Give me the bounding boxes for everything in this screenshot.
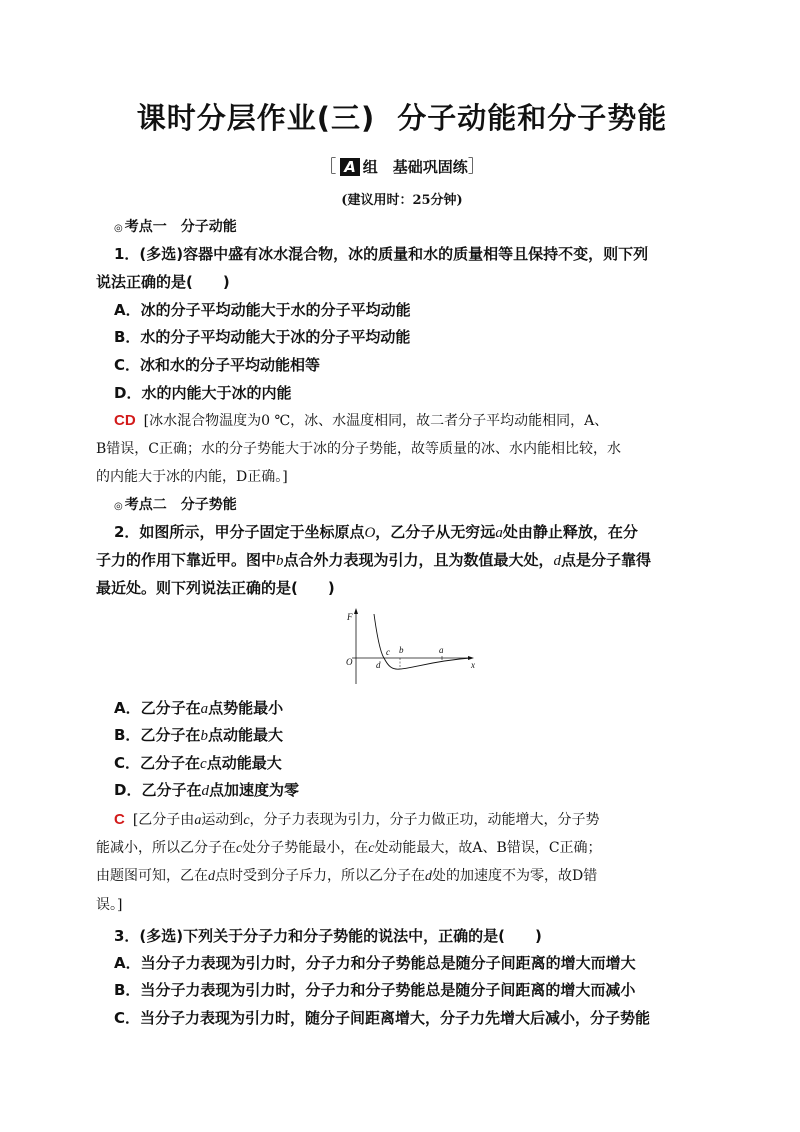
q1-stem-line1: 1．(多选)容器中盛有冰水混合物，冰的质量和水的质量相等且保持不变，则下列 [114,245,649,263]
q2-option-c: C．乙分子在c点动能最大 [114,754,282,772]
q1-option-a: A．冰的分子平均动能大于水的分子平均动能 [114,301,411,319]
y-axis-arrow-icon [354,608,358,614]
point-b-label: b [399,645,404,655]
knowledge-point-1: ◎ 考点一 分子动能 [114,219,237,235]
q2-answer-key: C [114,811,125,828]
q1-explanation-line2: B错误，C正确；水的分子势能大于冰的分子势能，故等质量的冰、水内能相比较，水 [96,441,621,457]
force-curve [374,614,470,669]
q3-stem: 3．(多选)下列关于分子力和分子势能的说法中，正确的是( ) [114,927,542,945]
point-a-label: a [439,645,444,655]
q1-option-d: D．水的内能大于冰的内能 [114,384,292,402]
q2-option-d: D．乙分子在d点加速度为零 [114,781,299,799]
page-title [96,96,708,137]
q2-stem-line3: 最近处。则下列说法正确的是( ) [96,579,335,597]
bullet-icon: ◎ [114,223,123,234]
y-axis-label: F [347,612,353,622]
q2-explanation-line4: 误。] [96,897,123,913]
q2-explanation-line2: 能减小，所以乙分子在c处分子势能最小，在c处动能最大，故A、B错误，C正确； [96,840,602,856]
q2-option-a: A．乙分子在a点势能最小 [114,699,284,717]
q2-stem-line2: 子力的作用下靠近甲。图中b点合外力表现为引力，且为数值最大处，d点是分子靠得 [96,551,652,569]
bullet-icon: ◎ [114,501,123,512]
q2-explanation-line1: C [乙分子由a运动到c，分子力表现为引力，分子力做正功，动能增大，分子势 [114,811,600,828]
title-right: 分子动能和分子势能 [397,101,668,135]
origin-label: O [346,657,353,667]
q1-explanation-line3: 的内能大于冰的内能，D正确。] [96,469,288,485]
q1-explanation-line1: CD [冰水混合物温度为0 ℃，冰、水温度相同，故二者分子平均动能相同，A、 [114,412,609,429]
badge-letter: A [340,158,360,176]
group-badge [96,152,708,177]
badge-close-bracket: ］ [467,157,485,177]
suggested-time: (建议用时：25分钟) [341,193,463,208]
knowledge-point-2: ◎ 考点二 分子势能 [114,497,237,513]
x-axis-label: x [471,660,475,670]
q1-option-b: B．水的分子平均动能大于冰的分子平均动能 [114,328,411,346]
title-left: 课时分层作业(三) [136,101,376,135]
q1-stem-line2: 说法正确的是( ) [96,273,230,291]
point-d-label: d [376,660,381,670]
q3-option-a: A．当分子力表现为引力时，分子力和分子势能总是随分子间距离的增大而增大 [114,954,636,972]
q1-option-c: C．冰和水的分子平均动能相等 [114,356,321,374]
q1-answer-key: CD [114,412,136,429]
badge-label: 组 基础巩固练 [362,158,468,176]
q2-stem-line1: 2．如图所示，甲分子固定于坐标原点O，乙分子从无穷远a处由静止释放，在分 [114,523,638,541]
q3-option-c: C．当分子力表现为引力时，随分子间距离增大，分子力先增大后减小，分子势能 [114,1009,651,1027]
point-c-label: c [386,647,390,657]
q2-option-b: B．乙分子在b点动能最大 [114,726,283,744]
q3-option-b: B．当分子力表现为引力时，分子力和分子势能总是随分子间距离的增大而减小 [114,981,636,999]
force-distance-figure [342,606,482,686]
badge-open-bracket: ［ [319,157,337,177]
q2-explanation-line3: 由题图可知，乙在d点时受到分子斥力，所以乙分子在d处的加速度不为零，故D错 [96,868,598,884]
